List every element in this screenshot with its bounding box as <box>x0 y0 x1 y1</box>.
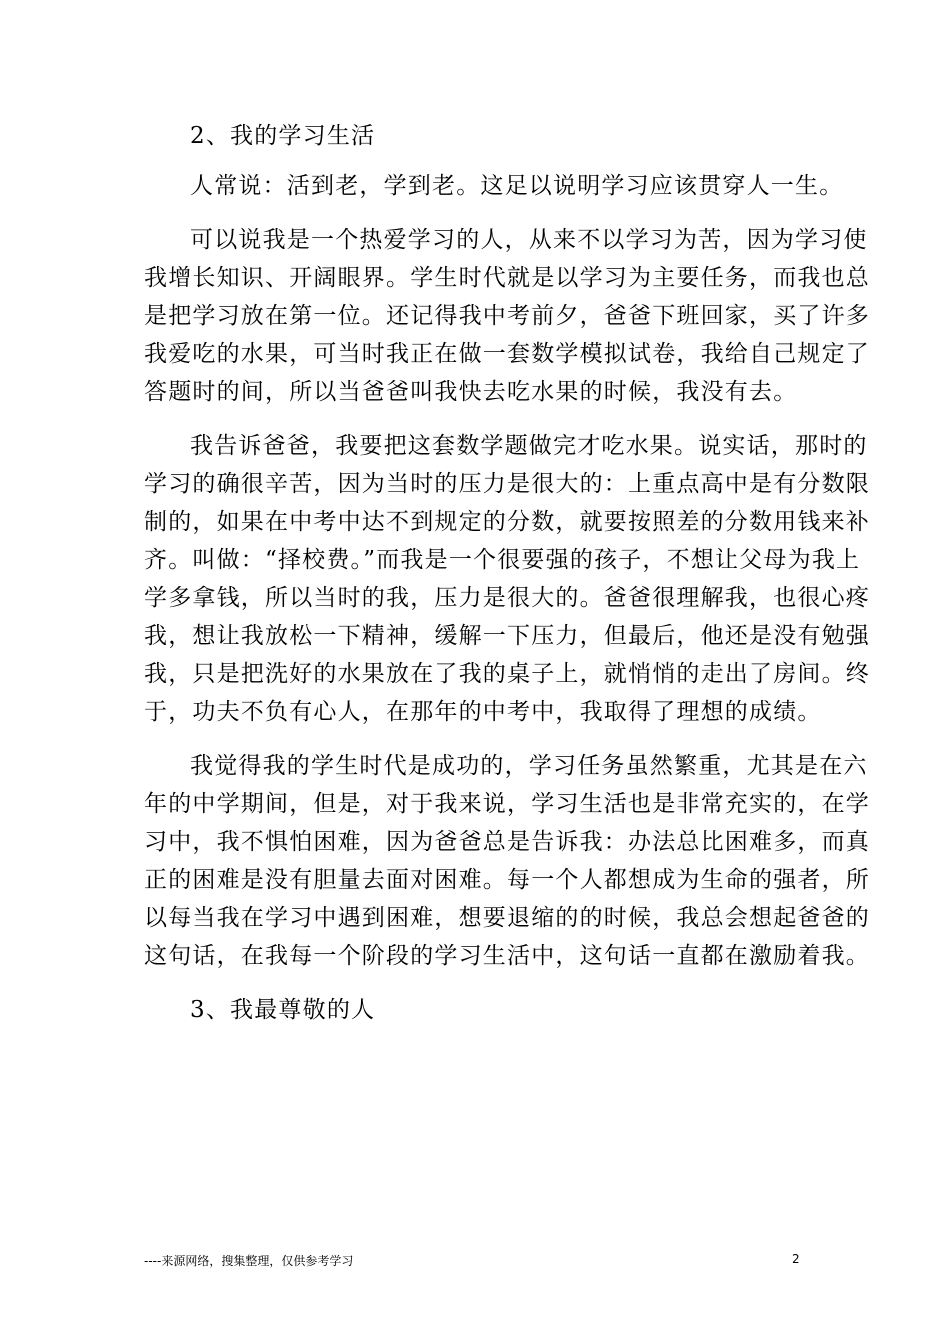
paragraph-line: 答题时的间，所以当爸爸叫我快去吃水果的时候，我没有去。 <box>144 379 798 405</box>
paragraph-line: 我，只是把洗好的水果放在了我的桌子上，就悄悄的走出了房间。终 <box>144 661 870 687</box>
footer-source-note: ----来源网络，搜集整理，仅供参考学习 <box>144 1254 354 1268</box>
paragraph-line: 这句话，在我每一个阶段的学习生活中，这句话一直都在激励着我。 <box>144 943 870 969</box>
paragraph-line: 人常说：活到老，学到老。这足以说明学习应该贯穿人一生。 <box>190 173 844 199</box>
paragraph-line: 学习的确很辛苦，因为当时的压力是很大的：上重点高中是有分数限 <box>144 471 870 497</box>
paragraph-line: 学多拿钱，所以当时的我，压力是很大的。爸爸很理解我，也很心疼 <box>144 585 870 611</box>
paragraph-line: 我告诉爸爸，我要把这套数学题做完才吃水果。说实话，那时的 <box>190 433 868 459</box>
paragraph-3 <box>144 427 870 731</box>
section-heading-3: 3、我最尊敬的人 <box>190 997 376 1023</box>
paragraph-line: 可以说我是一个热爱学习的人，从来不以学习为苦，因为学习使 <box>190 227 868 253</box>
section-heading-2: 2、我的学习生活 <box>190 123 376 149</box>
paragraph-line: 我增长知识、开阔眼界。学生时代就是以学习为主要任务，而我也总 <box>144 265 870 291</box>
paragraph-line: 制的，如果在中考中达不到规定的分数，就要按照差的分数用钱来补 <box>144 509 870 535</box>
paragraph-1 <box>144 167 844 205</box>
paragraph-line: 年的中学期间，但是，对于我来说，学习生活也是非常充实的，在学 <box>144 791 870 817</box>
paragraph-line: 我爱吃的水果，可当时我正在做一套数学模拟试卷，我给自己规定了 <box>144 341 870 367</box>
paragraph-line: 我，想让我放松一下精神，缓解一下压力，但最后，他还是没有勉强 <box>144 623 870 649</box>
paragraph-line: 是把学习放在第一位。还记得我中考前夕，爸爸下班回家，买了许多 <box>144 303 870 329</box>
paragraph-line: 齐。叫做：“择校费。”而我是一个很要强的孩子，不想让父母为我上 <box>144 547 861 573</box>
paragraph-2 <box>144 221 870 411</box>
paragraph-line: 我觉得我的学生时代是成功的，学习任务虽然繁重，尤其是在六 <box>190 753 868 779</box>
paragraph-line: 习中，我不惧怕困难，因为爸爸总是告诉我：办法总比困难多，而真 <box>144 829 870 855</box>
page-number: 2 <box>792 1252 800 1266</box>
paragraph-line: 正的困难是没有胆量去面对困难。每一个人都想成为生命的强者，所 <box>144 867 870 893</box>
paragraph-line: 于，功夫不负有心人，在那年的中考中，我取得了理想的成绩。 <box>144 699 822 725</box>
page-body <box>144 117 870 1029</box>
paragraph-line: 以每当我在学习中遇到困难，想要退缩的的时候，我总会想起爸爸的 <box>144 905 870 931</box>
paragraph-4 <box>144 747 870 975</box>
